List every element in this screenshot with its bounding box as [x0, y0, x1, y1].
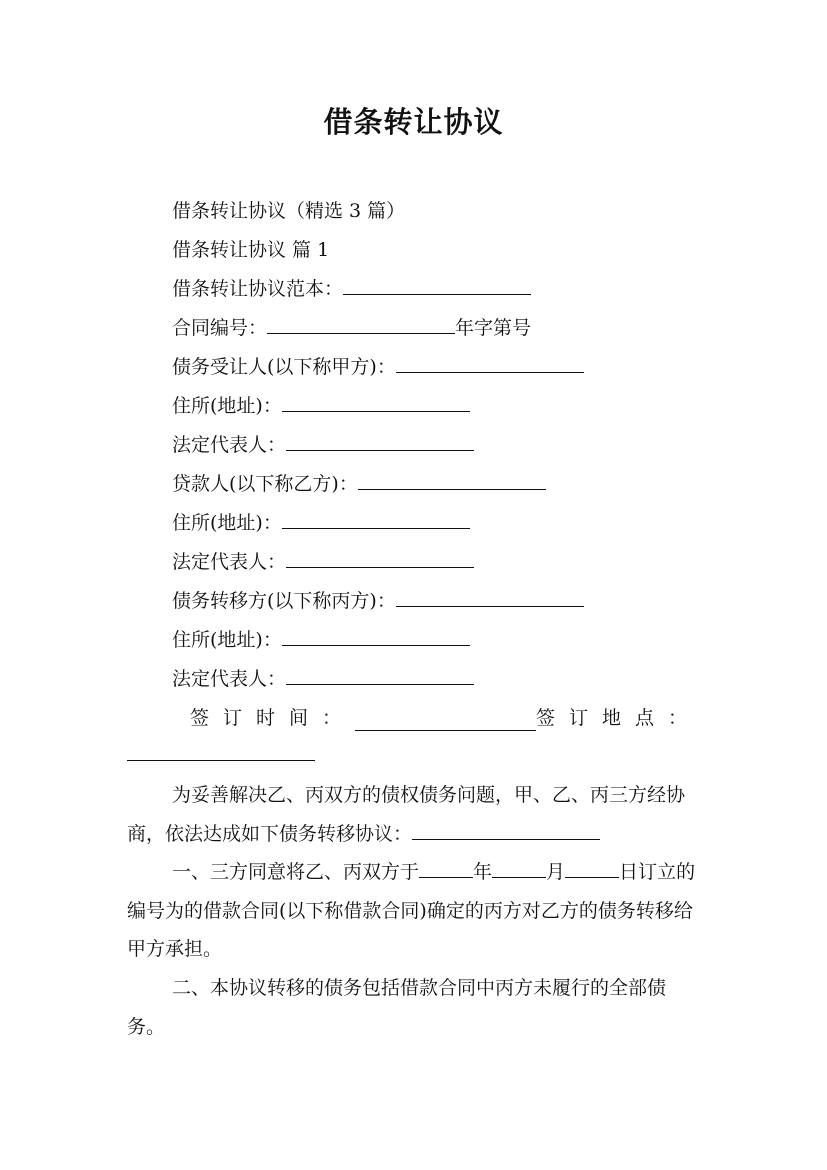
sign-place-field: [127, 742, 315, 765]
party-c-rep-field: [172, 666, 474, 692]
document-title: 借条转让协议: [323, 105, 504, 139]
sign-time-label: 签订时间：: [190, 707, 356, 729]
party-c-address-blank: [282, 627, 470, 646]
party-a-blank: [396, 354, 584, 373]
clause-1-month: 月: [546, 861, 566, 883]
party-a-label: 债务受让人(以下称甲方)：: [172, 356, 396, 378]
party-b-address-label: 住所(地址)：: [172, 512, 282, 534]
party-a-rep-label: 法定代表人：: [172, 434, 287, 456]
party-c-blank: [396, 588, 584, 607]
intro-paragraph: [127, 776, 701, 853]
clause-2-paragraph: [127, 969, 701, 1046]
clause-1-year-blank: [419, 859, 473, 878]
party-a-field: [172, 354, 584, 380]
template-label: 借条转让协议范本：: [172, 278, 344, 300]
clause-1-paragraph: [127, 853, 701, 969]
party-c-address-label: 住所(地址)：: [172, 629, 282, 651]
party-b-blank: [358, 471, 546, 490]
template-field: [172, 276, 531, 302]
party-a-address-field: [172, 393, 470, 419]
party-c-address-field: [172, 627, 470, 653]
party-b-address-blank: [282, 510, 470, 529]
sign-place-label: 签订地点：: [535, 707, 701, 729]
sign-row: [190, 705, 701, 731]
party-b-field: [172, 471, 546, 497]
party-a-rep-blank: [286, 432, 474, 451]
party-c-rep-blank: [286, 666, 474, 685]
document-subtitle: 借条转让协议（精选 3 篇）: [172, 200, 406, 222]
contract-number-suffix: 年字第号: [455, 317, 532, 339]
clause-1-day-blank: [565, 859, 619, 878]
party-c-rep-label: 法定代表人：: [172, 668, 287, 690]
party-c-label: 债务转移方(以下称丙方)：: [172, 590, 396, 612]
template-blank: [343, 276, 531, 295]
intro-blank: [412, 821, 600, 840]
intro-text: 为妥善解决乙、丙双方的债权债务问题，甲、乙、丙三方经协商，依法达成如下债务转移协议：: [127, 784, 686, 845]
party-b-label: 贷款人(以下称乙方)：: [172, 473, 358, 495]
clause-1-month-blank: [492, 859, 546, 878]
party-b-address-field: [172, 510, 470, 536]
party-c-field: [172, 588, 584, 614]
contract-number-blank: [267, 315, 455, 334]
section-heading: 借条转让协议 篇 1: [172, 239, 330, 261]
party-b-rep-blank: [286, 549, 474, 568]
sign-place-blank: [127, 742, 315, 761]
party-b-rep-label: 法定代表人：: [172, 551, 287, 573]
sign-time-blank: [355, 712, 536, 731]
clause-1-lead: 一、三方同意将乙、丙双方于: [172, 861, 420, 883]
party-a-address-blank: [282, 393, 470, 412]
clause-1-body: 订立的编号为的借款合同(以下称借款合同)确定的丙方对乙方的债务转移给甲方承担。: [127, 861, 696, 960]
contract-number-label: 合同编号：: [172, 317, 268, 339]
clause-2-text: 二、本协议转移的债务包括借款合同中丙方未履行的全部债务。: [127, 977, 667, 1038]
party-a-address-label: 住所(地址)：: [172, 395, 282, 417]
clause-1-day: 日: [619, 861, 639, 883]
clause-1-year: 年: [473, 861, 493, 883]
party-a-rep-field: [172, 432, 474, 458]
party-b-rep-field: [172, 549, 474, 575]
contract-number-field: [172, 315, 531, 341]
